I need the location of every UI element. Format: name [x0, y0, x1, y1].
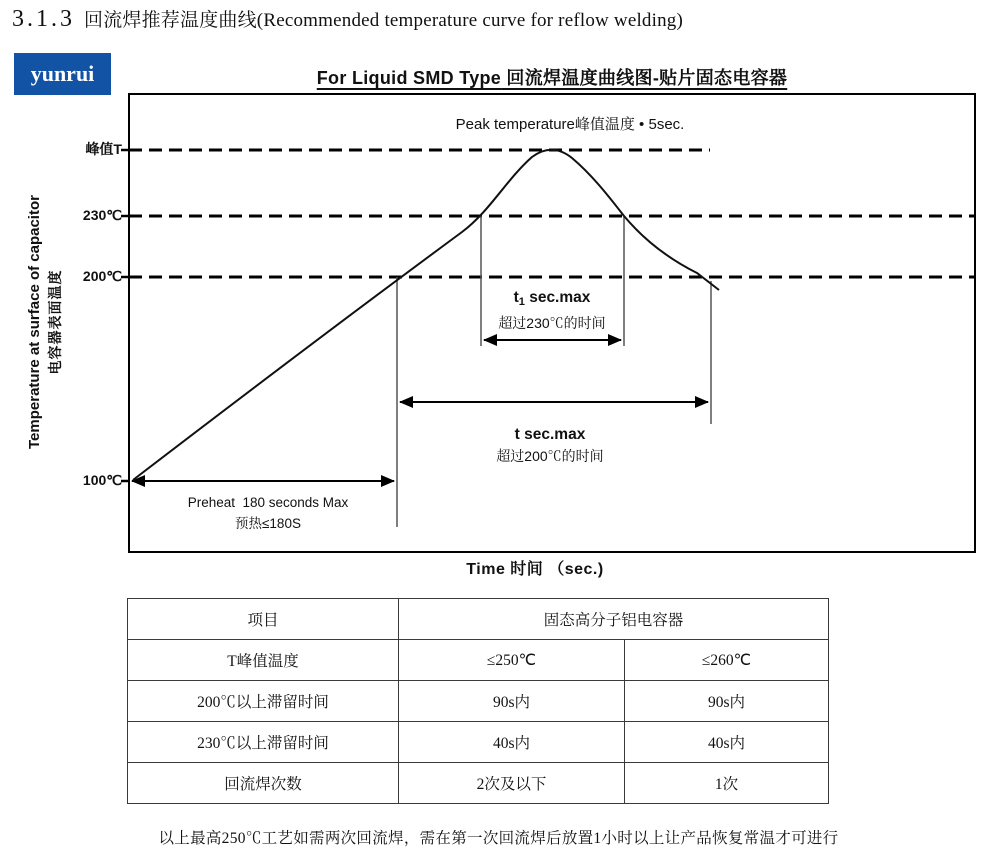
table-row-peak-temp — [128, 640, 829, 681]
preheat-label-en: Preheat 180 seconds Max — [187, 495, 349, 510]
annotation-peak-temperature: Peak temperature峰值温度 • 5sec. — [455, 116, 685, 133]
table-cell: 40s内 — [399, 722, 625, 763]
t-label: t sec.max — [514, 426, 586, 443]
preheat-label-zh: 预热≤180S — [235, 516, 301, 531]
table-cell: 40s内 — [625, 722, 829, 763]
table-cell: 230℃以上滞留时间 — [128, 722, 399, 763]
table-cell: 90s内 — [399, 681, 625, 722]
t1-label — [452, 288, 652, 312]
table-cell: ≤260℃ — [625, 640, 829, 681]
y-tick-100: 100℃ — [82, 472, 122, 488]
y-axis-title-en: Temperature at surface of capacitor — [26, 195, 43, 449]
table-cell: 90s内 — [625, 681, 829, 722]
annotation-t — [450, 425, 650, 466]
y-tick-peak: 峰值T — [85, 141, 122, 157]
t-label-zh: 超过200℃的时间 — [496, 448, 604, 464]
spec-table — [127, 598, 829, 804]
t1-label-prefix: t — [513, 289, 519, 306]
table-cell: 200℃以上滞留时间 — [128, 681, 399, 722]
table-row-time-above-230 — [128, 722, 829, 763]
y-tick-230: 230℃ — [82, 207, 122, 223]
chart-title — [128, 64, 976, 90]
table-header-item: 项目 — [128, 599, 399, 640]
section-number: 3.1.3 — [12, 6, 75, 32]
table-cell: 回流焊次数 — [128, 763, 399, 804]
y-axis-title-zh: 电容器表面温度 — [47, 269, 63, 375]
chart-title-en: For Liquid SMD Type — [316, 68, 502, 88]
t1-label-suffix: sec.max — [524, 289, 591, 306]
x-axis-label: Time 时间 （sec.) — [466, 561, 604, 578]
table-row-reflow-count — [128, 763, 829, 804]
table-row-time-above-200 — [128, 681, 829, 722]
section-title: 回流焊推荐温度曲线(Recommended temperature curve for reflow welding) — [84, 10, 684, 31]
y-tick-200: 200℃ — [82, 268, 122, 284]
annotation-t1 — [452, 288, 652, 333]
section-heading — [12, 5, 683, 33]
table-header-capacitor: 固态高分子铝电容器 — [399, 599, 829, 640]
table-header-row — [128, 599, 829, 640]
table-cell: 1次 — [625, 763, 829, 804]
t1-label-subscript: 1 — [518, 296, 525, 308]
chart-title-zh: 回流焊温度曲线图-贴片固态电容器 — [501, 68, 788, 88]
table-cell: T峰值温度 — [128, 640, 399, 681]
t1-label-zh: 超过230℃的时间 — [498, 315, 606, 331]
table-cell: 2次及以下 — [399, 763, 625, 804]
table-cell: ≤250℃ — [399, 640, 625, 681]
footer-note: 以上最高250℃工艺如需两次回流焊，需在第一次回流焊后放置1小时以上让产品恢复常温才可进行 — [158, 830, 839, 847]
annotation-preheat — [148, 492, 388, 534]
logo-text: yunrui — [30, 61, 95, 86]
